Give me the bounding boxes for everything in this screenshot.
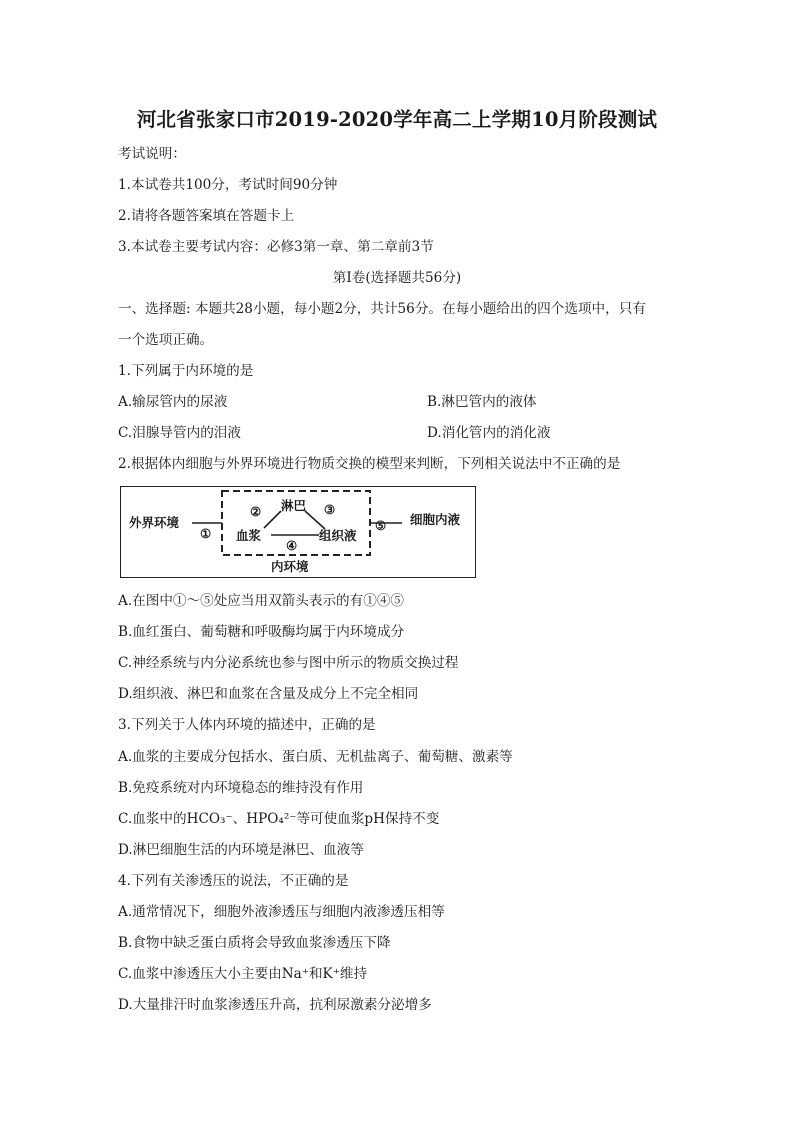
question-1-option-row xyxy=(118,393,537,411)
label-internal-environment: 内环境 xyxy=(271,559,309,574)
question-2-stem: 2.根据体内细胞与外界环境进行物质交换的模型来判断，下列相关说法中不正确的是 xyxy=(118,456,621,472)
instruction-item: 2.请将各题答案填在答题卡上 xyxy=(118,208,295,224)
marker-4: ④ xyxy=(286,538,298,553)
option-d: D.消化管内的消化液 xyxy=(427,425,551,441)
question-1-option-row xyxy=(118,424,551,442)
marker-5: ⑤ xyxy=(375,518,387,533)
section-instruction-cont: 一个选项正确。 xyxy=(118,332,214,348)
question-3-option-a: A.血浆的主要成分包括水、蛋白质、无机盐离子、葡萄糖、激素等 xyxy=(118,749,513,765)
marker-3: ③ xyxy=(324,502,336,517)
label-cell-fluid: 细胞内液 xyxy=(410,512,461,527)
question-4-stem: 4.下列有关渗透压的说法，不正确的是 xyxy=(118,873,349,889)
option-a: A.输尿管内的尿液 xyxy=(118,394,228,410)
marker-1: ① xyxy=(200,526,212,541)
question-4-option-a: A.通常情况下，细胞外液渗透压与细胞内液渗透压相等 xyxy=(118,904,445,920)
label-plasma: 血浆 xyxy=(236,528,262,543)
part-title: 第Ⅰ卷(选择题共56分) xyxy=(332,270,462,286)
question-4-option-c: C.血浆中渗透压大小主要由Na⁺和K⁺维持 xyxy=(118,966,368,982)
instruction-item: 3.本试卷主要考试内容：必修3第一章、第二章前3节 xyxy=(118,239,434,255)
label-outer-environment: 外界环境 xyxy=(129,515,180,530)
question-3-option-b: B.免疫系统对内环境稳态的维持没有作用 xyxy=(118,780,364,796)
exam-title: 河北省张家口市2019-2020学年高二上学期10月阶段测试 xyxy=(136,108,658,131)
question-2-option-a: A.在图中①～⑤处应当用双箭头表示的有①④⑤ xyxy=(118,593,405,609)
instruction-item: 1.本试卷共100分，考试时间90分钟 xyxy=(118,177,338,193)
question-2-option-b: B.血红蛋白、葡萄糖和呼吸酶均属于内环境成分 xyxy=(118,624,405,640)
question-2-option-c: C.神经系统与内分泌系统也参与图中所示的物质交换过程 xyxy=(118,655,459,671)
label-lymph: 淋巴 xyxy=(281,498,307,513)
question-2-option-d: D.组织液、淋巴和血浆在含量及成分上不完全相同 xyxy=(118,686,419,702)
question-3-option-d: D.淋巴细胞生活的内环境是淋巴、血液等 xyxy=(118,842,364,858)
label-tissue-fluid: 组织液 xyxy=(319,528,357,543)
option-b: B.淋巴管内的液体 xyxy=(427,394,537,410)
internal-environment-diagram xyxy=(120,486,476,578)
instructions-heading: 考试说明： xyxy=(118,146,186,162)
question-4-option-d: D.大量排汗时血浆渗透压升高，抗利尿激素分泌增多 xyxy=(118,997,432,1013)
section-instruction: 一、选择题: 本题共28小题，每小题2分，共计56分。在每小题给出的四个选项中，只有 xyxy=(118,301,646,317)
question-3-option-c: C.血浆中的HCO₃⁻、HPO₄²⁻等可使血浆pH保持不变 xyxy=(118,811,440,827)
question-1-stem: 1.下列属于内环境的是 xyxy=(118,363,254,379)
question-4-option-b: B.食物中缺乏蛋白质将会导致血浆渗透压下降 xyxy=(118,935,391,951)
marker-2: ② xyxy=(250,504,262,519)
option-c: C.泪腺导管内的泪液 xyxy=(118,425,241,441)
question-3-stem: 3.下列关于人体内环境的描述中，正确的是 xyxy=(118,717,376,733)
